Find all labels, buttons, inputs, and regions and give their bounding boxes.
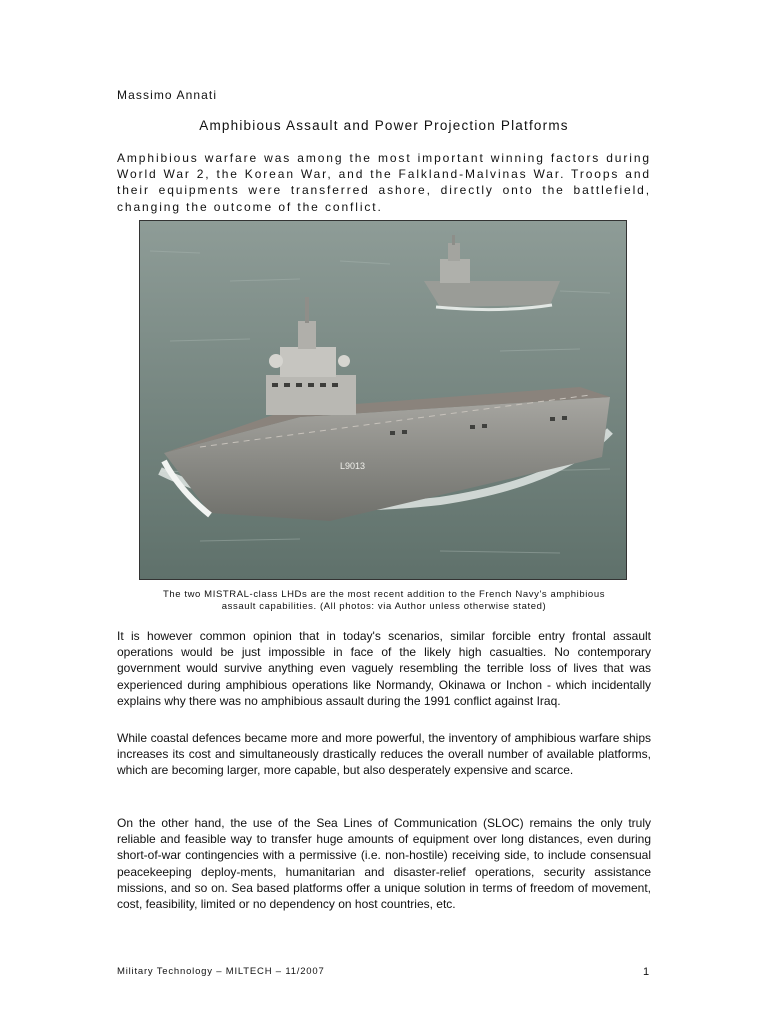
body-paragraph-3: On the other hand, the use of the Sea Lines of Communication (SLOC) remains the only truly reliable and feasible way to transfer huge amounts of equipment over long distances, even during short-of-war contingencies with a permissive (i.e. non-hostile) receiving side, to include consensual peacekeeping deploy-ments, humanitarian and disaster-relief operations, security assistance missions, and so on. Sea based platforms offer a unique solution in terms of freedom of movement, cost, feasibility, limited or no dependency on host countries, etc. [117, 816, 651, 912]
intro-paragraph: Amphibious warfare was among the most important winning factors during World War 2, the Korean War, and the Falkland-Malvinas War. Troops and their equipments were transferred ashore, directly onto the battlefield, changing the outcome of the conflict. [117, 151, 651, 214]
author-name: Massimo Annati [117, 88, 218, 102]
caption-line-1: The two MISTRAL-class LHDs are the most recent addition to the French Navy's amphibious [162, 589, 606, 600]
article-title: Amphibious Assault and Power Projection Platforms [199, 118, 569, 133]
hull-number: L9013 [340, 461, 366, 471]
page-number: 1 [643, 966, 650, 978]
body-paragraph-1: It is however common opinion that in today's scenarios, similar forcible entry frontal assault operations would be just impossible in face of the likely high casualties. No contemporary government would survive anything even vaguely resembling the terrible loss of lives that was experienced during amphibious operations like Normandy, Okinawa or Inchon - which incidentally explains why there was no amphibious assault during the 1991 conflict against Iraq. [117, 629, 651, 708]
caption-line-2: assault capabilities. (All photos: via Author unless otherwise stated) [221, 601, 547, 612]
figure-caption [117, 589, 651, 613]
footer-publication: Military Technology – MILTECH – 11/2007 [117, 966, 325, 977]
ship-photo [139, 220, 627, 580]
body-paragraph-2: While coastal defences became more and more powerful, the inventory of amphibious warfare ships increases its cost and simultaneously drastically reduces the overall number of available platforms, which are becoming larger, more capable, but also desperately expensive and scarce. [117, 731, 651, 778]
